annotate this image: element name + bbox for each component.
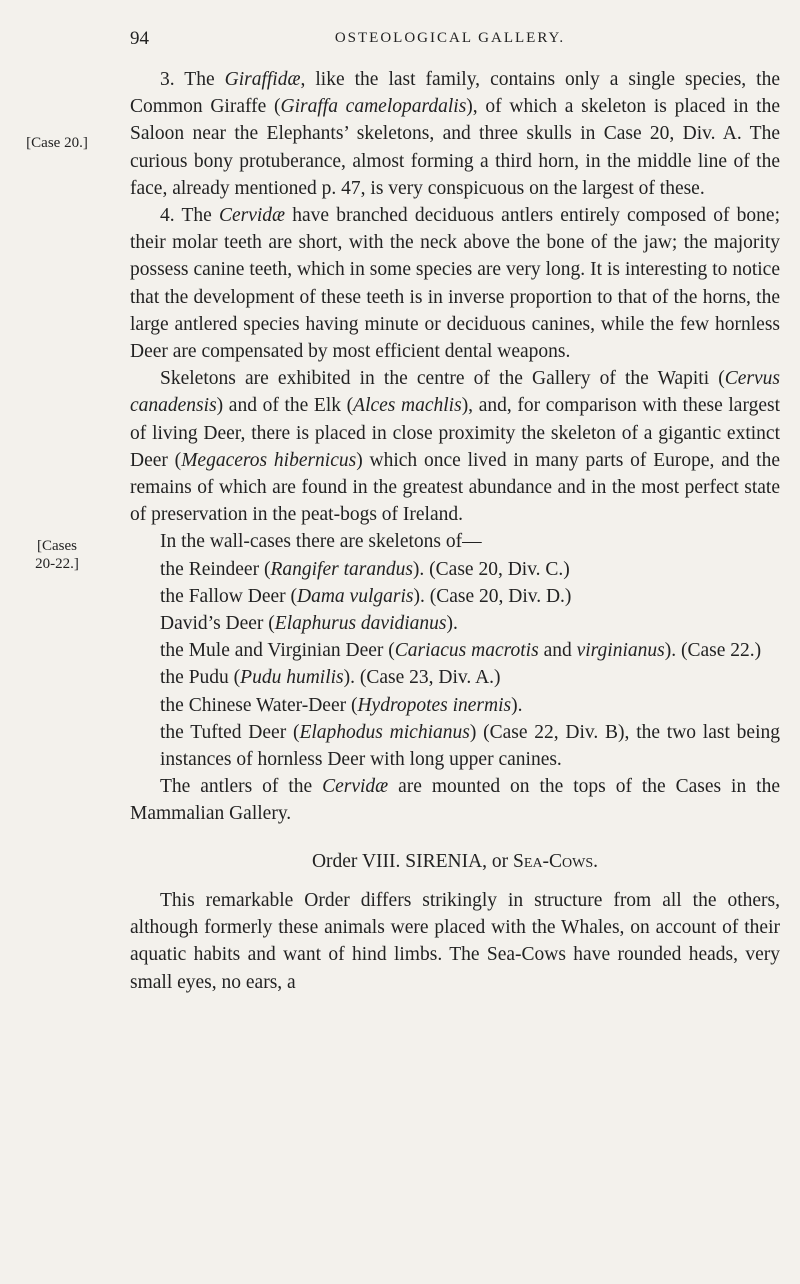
text: ) (Case 22, Div. B), the two last being instances of hornless Deer with long upper canines. bbox=[160, 721, 780, 771]
margin-note-cases-20-22 bbox=[14, 537, 100, 573]
text: 3. The bbox=[160, 69, 225, 90]
taxon-name: Cervidæ bbox=[218, 205, 286, 227]
list-item-pudu bbox=[130, 664, 780, 691]
taxon-name: virginianus bbox=[576, 640, 665, 662]
paragraph-antlers bbox=[130, 773, 780, 827]
taxon-name: Rangifer tarandus bbox=[270, 558, 413, 580]
text: the Mule and Virginian Deer ( bbox=[160, 640, 395, 662]
taxon-name: Pudu humilis bbox=[240, 667, 344, 689]
taxon-name: Hydropotes inermis bbox=[357, 694, 512, 716]
text: ). (Case 20, Div. C.) bbox=[412, 558, 570, 580]
text: 4. The bbox=[160, 205, 219, 227]
text: and bbox=[538, 640, 577, 662]
text: ). (Case 20, Div. D.) bbox=[413, 585, 572, 607]
list-item-reindeer bbox=[130, 556, 780, 583]
list-item-tufted-deer bbox=[130, 719, 780, 773]
paragraph-sirenia: This remarkable Order differs strikingly in structure from all the others, although formerly these animals were placed with the Whales, on account of their aquatic habits and want of hind limbs. The Sea-Cows have rounded heads, very small eyes, no ears, a bbox=[130, 889, 780, 993]
text: ), and, for comparison with these largest of living Deer, there is placed in close proximity the skeleton of a gigantic extinct Deer ( bbox=[130, 395, 780, 471]
paragraph-cervidae bbox=[130, 202, 780, 365]
text: have branched deciduous antlers entirely composed of bone; their molar teeth are short, with the neck above the bone of the jaw; the majority possess canine teeth, which in some species are very long. It is interesting to notice that the development of these teeth is in inverse proportion to that of the horns, the large antlered species having minute or deciduous canines, while the few hornless Deer are compensated by most efficient dental weapons. bbox=[130, 205, 780, 363]
paragraph-giraffidae bbox=[130, 66, 780, 202]
text: ) and of the Elk ( bbox=[216, 395, 354, 417]
order-heading-sirenia bbox=[130, 848, 780, 875]
taxon-name: Cariacus macrotis bbox=[394, 640, 539, 662]
list-item-water-deer bbox=[130, 692, 780, 719]
text: are mounted on the tops of the Cases in the Mammalian Gallery. bbox=[130, 776, 780, 825]
text: the Fallow Deer ( bbox=[160, 585, 297, 607]
list-item-davids-deer bbox=[130, 610, 780, 637]
text: the Reindeer ( bbox=[160, 558, 271, 580]
text: Order VIII. SIRENIA, or bbox=[311, 850, 514, 872]
taxon-name: Elaphodus michianus bbox=[299, 721, 470, 743]
text: ). bbox=[511, 694, 523, 716]
page-body bbox=[130, 66, 780, 996]
paragraph-skeletons bbox=[130, 365, 780, 528]
taxon-name: Megaceros hibernicus bbox=[181, 449, 357, 471]
taxon-name: Giraffidæ bbox=[224, 69, 301, 90]
list-item-fallow-deer bbox=[130, 583, 780, 610]
text: ). bbox=[446, 613, 458, 635]
taxon-name: Dama vulgaris bbox=[297, 585, 414, 607]
taxon-name: Alces machlis bbox=[353, 395, 462, 417]
text: ) which once lived in many parts of Europe, and the remains of which are found in the greatest abundance and in the most perfect state of preservation in the peat-bogs of Ireland. bbox=[130, 449, 780, 526]
taxon-name: Cervidæ bbox=[322, 776, 389, 798]
text: David’s Deer ( bbox=[160, 613, 275, 635]
text: the Tufted Deer ( bbox=[160, 721, 300, 743]
list-item-mule-deer bbox=[130, 637, 780, 664]
text: Sea-Cows. bbox=[513, 850, 599, 872]
taxon-name: Cervus canadensis bbox=[130, 368, 780, 417]
page-header bbox=[130, 28, 770, 58]
margin-note-cases-line-1: [Cases bbox=[37, 538, 77, 554]
margin-note-case-20: [Case 20.] bbox=[26, 135, 88, 151]
running-title: OSTEOLOGICAL GALLERY. bbox=[334, 30, 566, 46]
text: , like the last family, contains only a single species, the Common Giraffe ( bbox=[130, 69, 781, 118]
wall-cases-intro: In the wall-cases there are skeletons of— bbox=[160, 531, 482, 553]
margin-note-cases-line-2: 20-22.] bbox=[35, 556, 79, 572]
taxon-name: Elaphurus davidianus bbox=[274, 613, 447, 635]
text: the Pudu ( bbox=[160, 667, 241, 689]
page-number: 94 bbox=[130, 28, 149, 49]
text: Skeletons are exhibited in the centre of the Gallery of the Wapiti ( bbox=[160, 368, 725, 390]
text: ), of which a skeleton is placed in the Saloon near the Elephants’ skeletons, and three skulls in Case 20, Div. A. The curious bony protuberance, almost forming a third horn, in the middle line of the face, already mentioned p. 47, is very conspicuous on the largest of these. bbox=[130, 96, 780, 199]
text: ). (Case 23, Div. A.) bbox=[343, 667, 501, 689]
taxon-name: Giraffa camelopardalis bbox=[280, 96, 467, 118]
text: The antlers of the bbox=[160, 776, 323, 798]
text: ). (Case 22.) bbox=[664, 640, 762, 662]
text: the Chinese Water-Deer ( bbox=[160, 694, 358, 716]
